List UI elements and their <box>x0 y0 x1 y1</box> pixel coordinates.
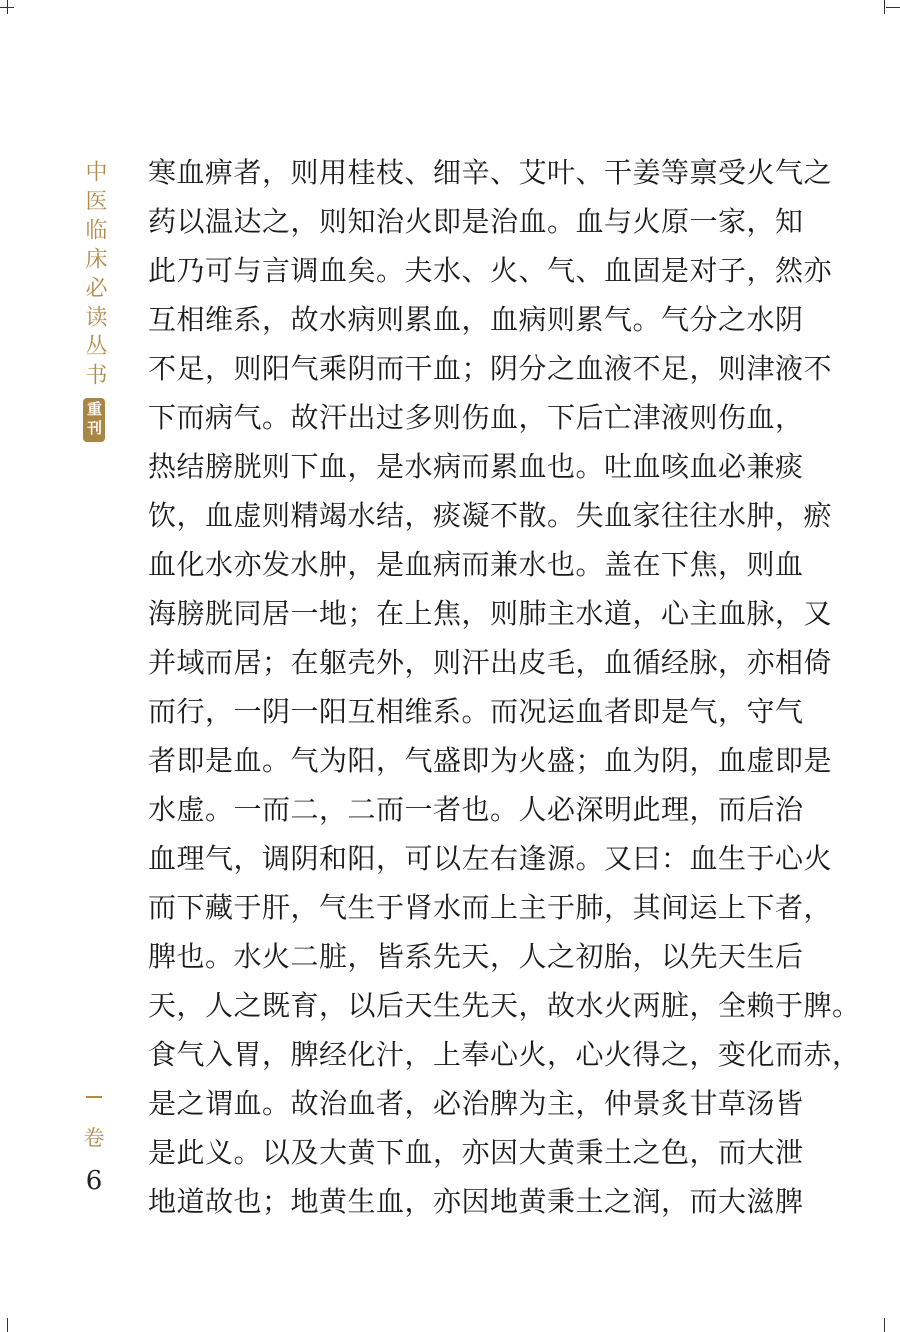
series-title <box>82 160 106 442</box>
text-line: 食气入胃，脾经化汁，上奉心火，心火得之，变化而赤， <box>148 1038 861 1071</box>
crop-mark-bottom-left-vertical <box>7 1318 8 1332</box>
series-title-text: 中医临床必读丛书 <box>82 160 107 392</box>
text-line: 并域而居；在躯壳外，则汗出皮毛，血循经脉，亦相倚 <box>148 646 833 679</box>
page-number: 6 <box>85 1166 103 1196</box>
chapter-number-mark <box>86 1096 102 1098</box>
series-seal: 重刊 <box>83 398 105 442</box>
text-line: 者即是血。气为阳，气盛即为火盛；血为阴，血虚即是 <box>148 744 833 777</box>
text-line: 水虚。一而二，二而一者也。人必深明此理，而后治 <box>148 793 804 826</box>
text-line: 血化水亦发水肿，是血病而兼水也。盖在下焦，则血 <box>148 548 804 581</box>
chapter-marker <box>82 1086 106 1152</box>
text-line: 热结膀胱则下血，是水病而累血也。吐血咳血必兼痰 <box>148 450 804 483</box>
page-body <box>148 150 861 1228</box>
text-line: 天，人之既育，以后天生先天，故水火两脏，全赖于脾。 <box>148 989 861 1022</box>
text-line: 是之谓血。故治血者，必治脾为主，仲景炙甘草汤皆 <box>148 1087 804 1120</box>
text-line: 是此义。以及大黄下血，亦因大黄秉土之色，而大泄 <box>148 1136 804 1169</box>
text-line: 不足，则阳气乘阴而干血；阴分之血液不足，则津液不 <box>148 352 833 385</box>
text-line: 脾也。水火二脏，皆系先天，人之初胎，以先天生后 <box>148 940 804 973</box>
crop-mark-top-right-vertical <box>884 0 885 14</box>
chapter-label: 卷 <box>83 1126 105 1150</box>
text-line: 而行，一阴一阳互相维系。而况运血者即是气，守气 <box>148 695 804 728</box>
crop-mark-top-left-horizontal <box>0 7 14 8</box>
text-line: 饮，血虚则精竭水结，痰凝不散。失血家往往水肿，瘀 <box>148 499 833 532</box>
text-line: 海膀胱同居一地；在上焦，则肺主水道，心主血脉，又 <box>148 597 833 630</box>
text-line: 而下藏于肝，气生于肾水而上主于肺，其间运上下者， <box>148 891 833 924</box>
text-line: 下而病气。故汗出过多则伤血，下后亡津液则伤血， <box>148 401 804 434</box>
crop-mark-top-right-horizontal <box>886 7 900 8</box>
text-line: 地道故也；地黄生血，亦因地黄秉土之润，而大滋脾 <box>148 1185 804 1218</box>
text-line: 此乃可与言调血矣。夫水、火、气、血固是对子，然亦 <box>148 254 833 287</box>
text-line: 药以温达之，则知治火即是治血。血与火原一家，知 <box>148 205 804 238</box>
text-line: 血理气，调阴和阳，可以左右逢源。又曰：血生于心火 <box>148 842 833 875</box>
crop-mark-bottom-right-vertical <box>884 1318 885 1332</box>
text-line: 寒血痹者，则用桂枝、细辛、艾叶、干姜等禀受火气之 <box>148 156 833 189</box>
text-line: 互相维系，故水病则累血，血病则累气。气分之水阴 <box>148 303 804 336</box>
